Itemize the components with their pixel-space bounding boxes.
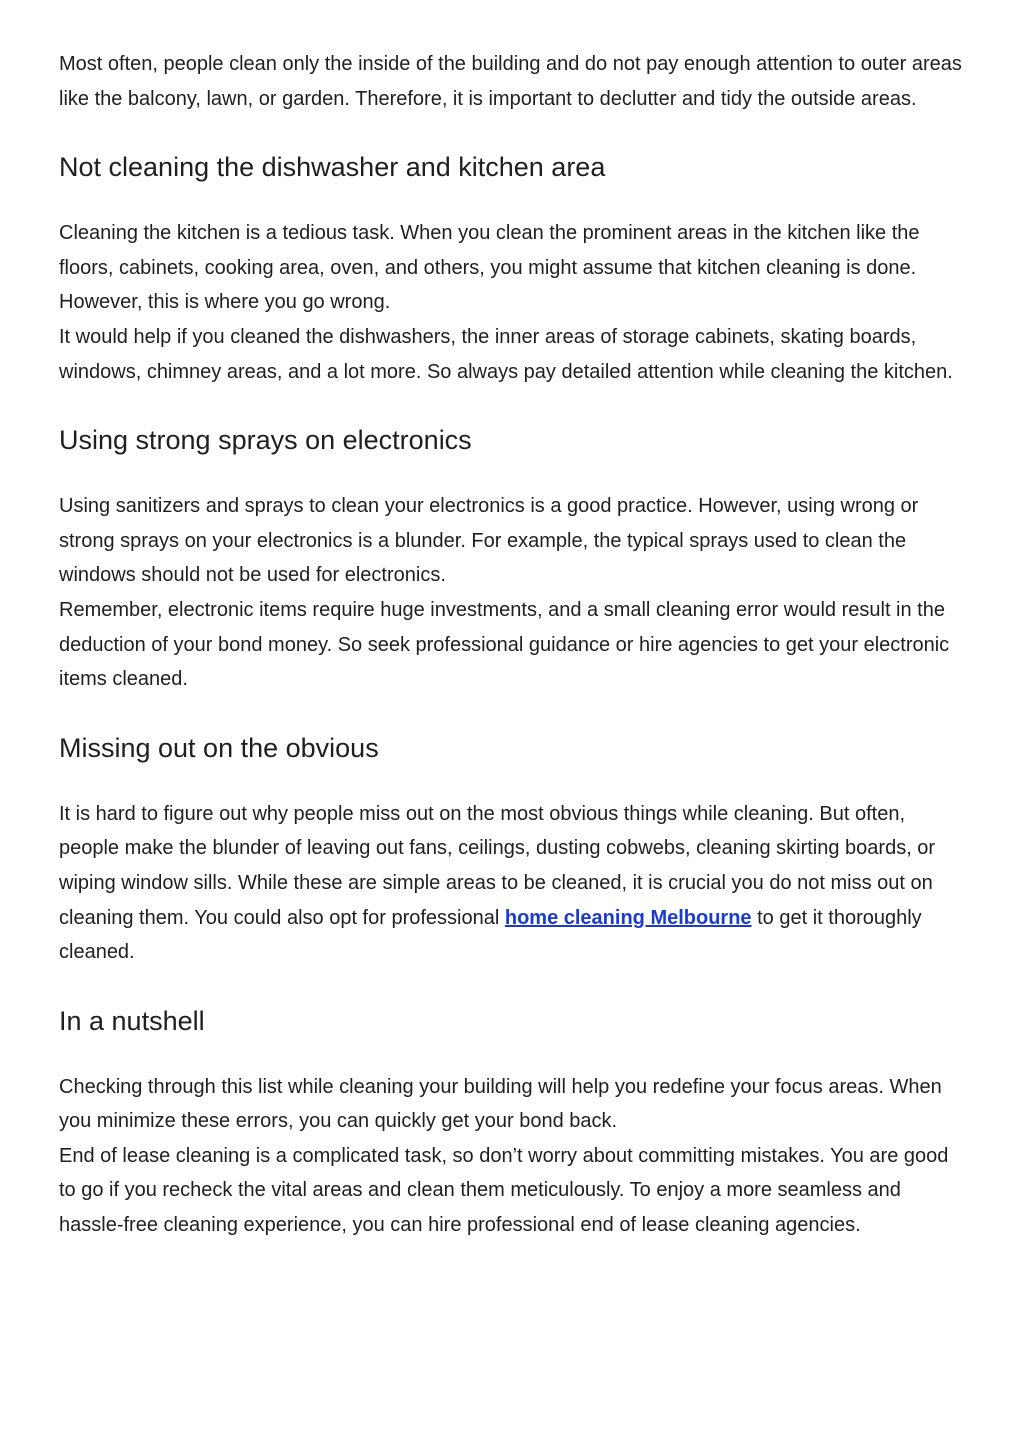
paragraph-dishwasher-2: It would help if you cleaned the dishwashers, the inner areas of storage cabinets, skating boards, windows, chimney areas, and a lot more. So always pay detailed attention while cleaning the kitchen. <box>59 325 953 383</box>
home-cleaning-melbourne-link[interactable]: home cleaning Melbourne <box>504 906 752 929</box>
heading-missing-obvious: Missing out on the obvious <box>59 732 379 763</box>
paragraph-obvious-text-before-link: It is hard to figure out why people miss out on the most obvious things while cleaning. But often, people make the blunder of leaving out fans, ceilings, dusting cobwebs, cleaning skirting boards, or wiping window sills. While these are simple areas to be cleaned, it is crucial you do not miss out on cleaning them. You could also opt for professional <box>59 802 936 929</box>
intro-paragraph: Most often, people clean only the inside of the building and do not pay enough attention to outer areas like the balcony, lawn, or garden. Therefore, it is important to declutter and tidy the outside areas. <box>59 53 962 110</box>
heading-dishwasher-kitchen: Not cleaning the dishwasher and kitchen area <box>59 152 606 183</box>
paragraph-obvious-1 <box>59 797 968 970</box>
heading-strong-sprays: Using strong sprays on electronics <box>59 425 472 456</box>
paragraph-sprays-1: Using sanitizers and sprays to clean your electronics is a good practice. However, using wrong or strong sprays on your electronics is a blunder. For example, the typical sprays used to clean the windows should not be used for electronics. <box>59 495 919 587</box>
paragraph-nutshell-1: Checking through this list while cleaning your building will help you redefine your focus areas. When you minimize these errors, you can quickly get your bond back. <box>59 1075 942 1133</box>
paragraph-sprays-2: Remember, electronic items require huge investments, and a small cleaning error would result in the deduction of your bond money. So seek professional guidance or hire agencies to get your electronic items cleaned. <box>59 598 950 691</box>
paragraph-obvious-text-after-link: to get it thoroughly cleaned. <box>59 906 922 964</box>
heading-in-a-nutshell: In a nutshell <box>59 1005 205 1036</box>
paragraph-nutshell-2: End of lease cleaning is a complicated task, so don’t worry about committing mistakes. You are good to go if you recheck the vital areas and clean them meticulously. To enjoy a more seamless and hassle-free cleaning experience, you can hire professional end of lease cleaning agencies. <box>59 1144 949 1237</box>
paragraph-dishwasher-1: Cleaning the kitchen is a tedious task. When you clean the prominent areas in the kitchen like the floors, cabinets, cooking area, oven, and others, you might assume that kitchen cleaning is done. However, this is where you go wrong. <box>59 222 920 314</box>
